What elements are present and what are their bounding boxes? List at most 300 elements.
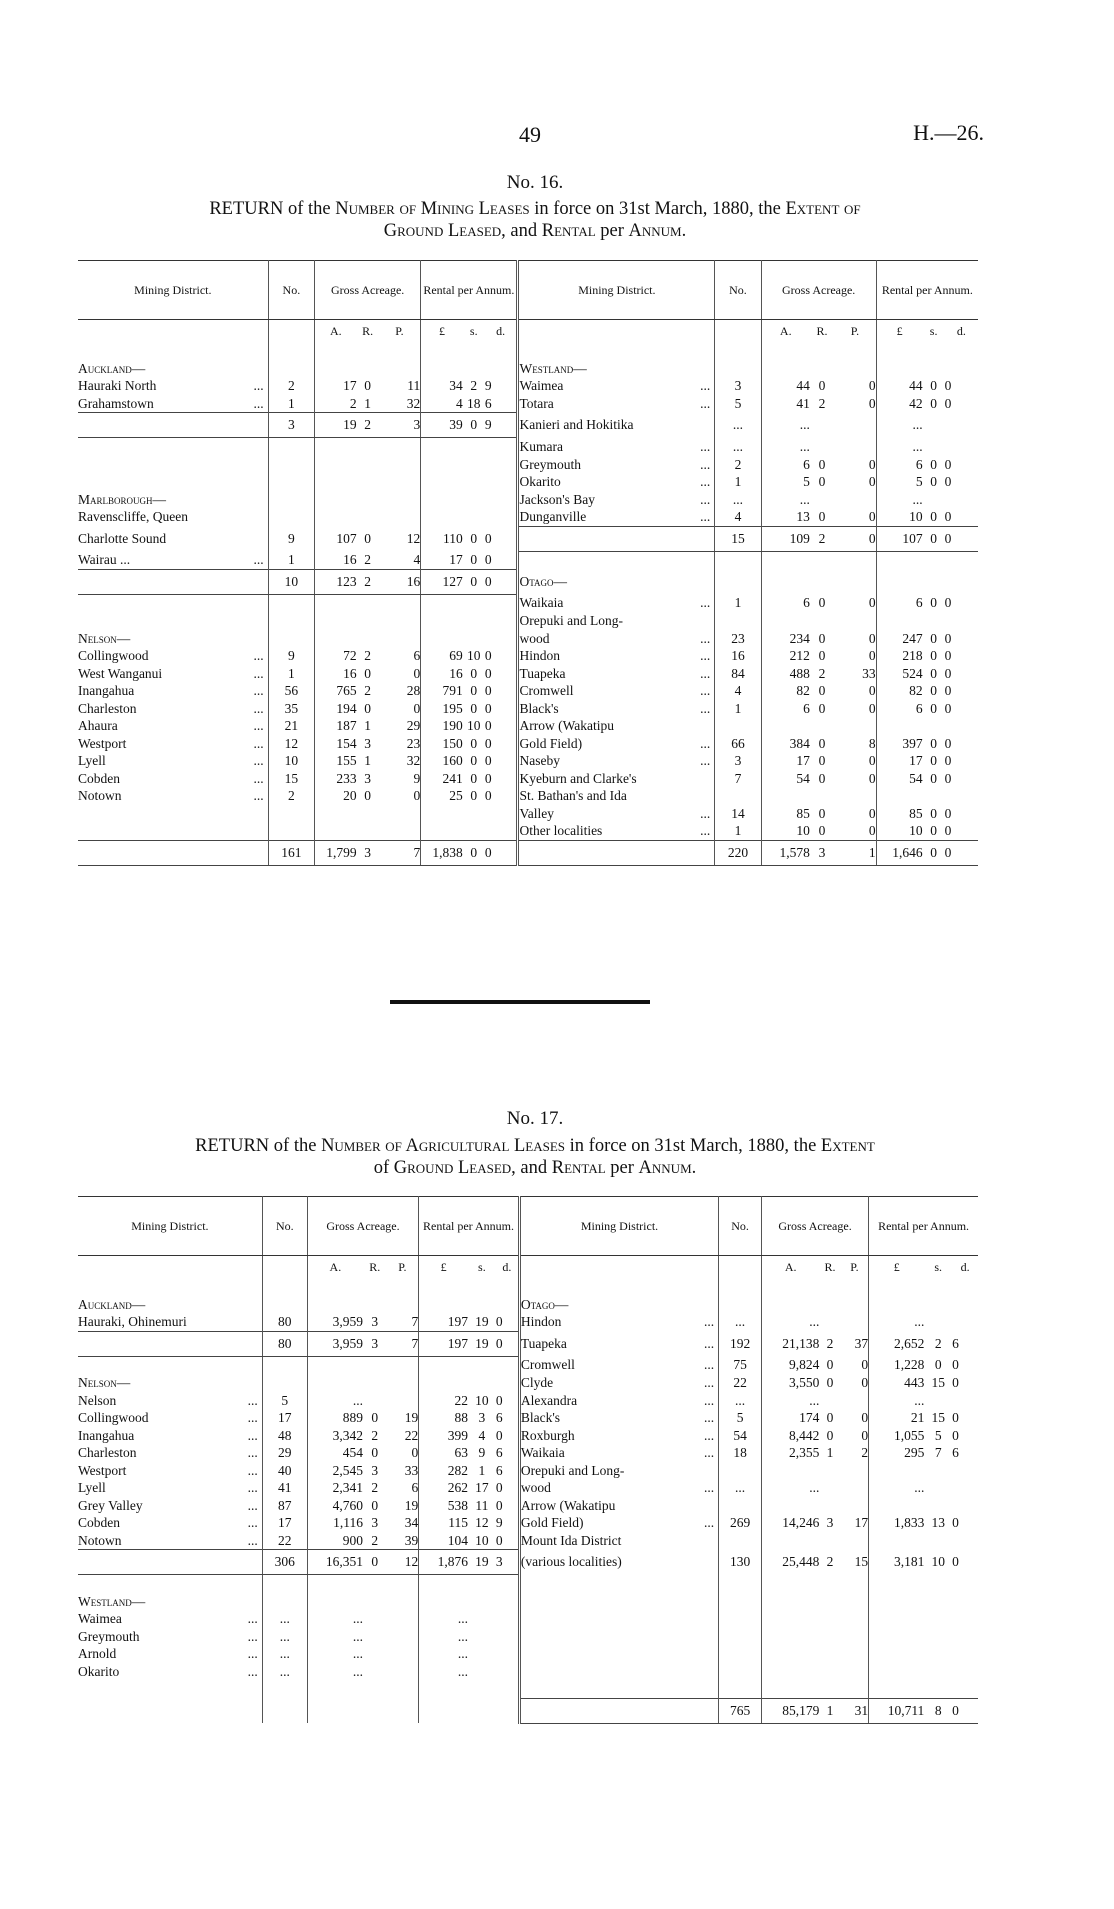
empty-cell [485,612,518,630]
total-shillings-cell: 19 [468,1550,496,1575]
total-acres-cell: 1,578 [761,840,810,865]
locality-label: Grahamstown [78,395,154,411]
shillings-cell: 0 [930,805,937,821]
empty-cell [496,1278,520,1296]
empty-cell [485,508,518,526]
pounds-cell: 2,652 [893,1335,925,1351]
pounds-cell: 10 [909,823,923,838]
pounds-cell: ... [912,438,923,454]
shillings-cell: 7 [934,1445,942,1460]
total-pence-cell: 0 [945,526,978,551]
empty-cell [834,717,876,735]
total-count-cell: 306 [262,1550,307,1575]
empty-cell [379,508,421,526]
unit-label: s. [469,323,478,338]
empty-cell [419,1356,468,1374]
leader-dots: ... [700,509,711,524]
empty-cell [762,1628,820,1646]
empty-cell [468,1278,496,1296]
leader-dots: ... [700,630,711,646]
leader-dots: ... [704,1392,715,1408]
empty-cell [419,1593,468,1611]
empty-cell [357,342,379,360]
locality-name [518,647,715,665]
locality-label: wood [519,630,550,646]
total-roods-cell: 2 [810,526,834,551]
pence-cell: 0 [944,395,952,411]
empty-cell [463,594,485,612]
count-cell: 3 [715,752,761,770]
roods-cell: 0 [818,823,826,838]
acres-cell: ... [352,1392,363,1408]
perches-cell: 0 [834,682,876,700]
shillings-cell: 0 [930,509,937,524]
shillings-cell [468,1610,496,1628]
empty-cell [485,360,518,378]
unit-label: P. [379,320,421,343]
unit-label: £ [896,323,903,338]
header-gross-acreage: Gross Acreage. [307,1197,418,1256]
count-cell: 2 [268,377,314,395]
locality-label: Inangahua [78,1427,135,1443]
locality-label: Notown [78,788,122,803]
count-cell: ... [719,1313,762,1331]
empty-cell [924,1645,952,1663]
table-row [78,735,978,753]
empty-cell [379,630,421,648]
roods-cell: 0 [818,474,826,489]
shillings-cell: 0 [930,683,937,698]
table17-body [78,1256,978,1724]
empty-cell [315,508,357,526]
empty-cell [869,1663,925,1681]
total-row [78,526,978,551]
locality-name [518,665,715,683]
leader-dots: ... [247,1480,258,1495]
locality-name [78,647,268,665]
empty-cell [834,360,876,378]
acres-cell: 187 [336,718,357,733]
pence-cell: 0 [952,1410,959,1425]
pounds-cell: 262 [447,1480,468,1495]
perches-cell [387,1392,419,1410]
leader-dots: ... [247,1628,258,1644]
acres-cell: 233 [336,770,357,786]
empty-cell [810,551,834,569]
acres-cell: 194 [336,700,357,716]
total-count-cell: 3 [268,413,314,438]
locality-label: Waimea [78,1611,122,1626]
roods-cell: 0 [364,378,372,393]
locality-label: Charleston [78,700,137,716]
table-row [78,665,978,683]
locality-label: Collingwood [78,1410,149,1425]
acres-cell: 212 [789,648,810,663]
table-row [78,1462,978,1480]
shillings-cell: 10 [931,1554,945,1569]
pence-cell: 0 [485,647,518,665]
table-row [78,1575,978,1593]
unit-label: s. [478,1259,486,1274]
leader-dots: ... [247,1497,258,1513]
locality-name [78,1392,262,1410]
empty-cell [761,551,810,569]
leader-dots: ... [704,1335,715,1351]
empty-cell [357,438,379,456]
total-pounds-cell: 10,711 [869,1698,925,1723]
empty-cell [924,1593,952,1611]
locality-name [78,682,268,700]
leader-dots: ... [700,735,711,751]
locality-label: Westport [78,735,127,751]
total-shillings-cell: 0 [463,569,485,594]
count-cell: 1 [715,473,761,491]
empty-cell [363,1278,387,1296]
total-pence-cell: 0 [496,1331,520,1356]
pence-cell: 0 [485,665,518,683]
locality-name [518,630,715,648]
locality-label: Arnold [78,1646,117,1661]
locality-name [78,377,268,395]
locality-name: Orepuki and Long- [519,1462,718,1480]
acres-cell: 454 [342,1445,363,1460]
empty-cell [819,1497,840,1515]
count-cell: 1 [715,822,761,840]
total-pounds-cell: 1,646 [876,840,922,865]
locality-name [78,1628,262,1646]
leader-dots: ... [247,1462,258,1478]
empty-cell [315,473,357,491]
empty-cell [719,1645,762,1663]
leader-dots: ... [253,683,264,698]
pounds-cell: 42 [909,395,923,411]
empty-cell [463,508,485,526]
total-roods-cell: 0 [363,1550,387,1575]
roods-cell: 0 [818,456,826,472]
shillings-cell: 19 [475,1314,489,1329]
locality-name [78,700,268,718]
shillings-cell: 0 [930,700,937,716]
perches-cell: 0 [834,473,876,491]
empty-cell [419,1374,468,1392]
table-row [78,682,978,700]
blank-cell [519,1610,718,1628]
blank-cell [78,473,268,491]
empty-cell [357,822,379,840]
header-rental: Rental per Annum. [876,261,978,320]
empty-cell [819,1610,840,1628]
count-cell: 192 [719,1331,762,1356]
table-row [78,1497,978,1515]
acres-cell: ... [809,1392,820,1408]
locality-name [518,413,715,438]
shillings-cell: 9 [478,1445,486,1460]
empty-cell [315,822,357,840]
acres-cell: 14,246 [782,1515,820,1530]
pence-cell: 0 [944,805,952,821]
pounds-cell: 1,833 [893,1515,925,1530]
empty-cell [715,360,761,378]
pence-cell: 0 [496,1479,520,1497]
total-roods-cell: 3 [810,840,834,865]
pence-cell: 0 [496,1392,520,1410]
total-roods-cell: 3 [363,1331,387,1356]
count-cell: 54 [719,1427,762,1445]
total-shillings-cell: 8 [924,1698,952,1723]
empty-cell [945,717,978,735]
district-heading: Auckland— [78,360,268,378]
blank-cell [78,805,268,823]
empty-cell [761,360,810,378]
perches-cell: 33 [834,665,876,683]
locality-name [78,526,268,551]
shillings-cell: 0 [930,823,937,838]
empty-cell [268,438,314,456]
pounds-cell: 25 [449,788,463,803]
unit-label: d. [960,1259,970,1274]
empty-cell [810,717,834,735]
count-cell: 130 [719,1550,762,1575]
empty-cell [810,612,834,630]
acres-cell: 25,448 [782,1554,820,1569]
total-label-cell [78,1331,262,1356]
acres-cell: ... [352,1663,363,1679]
locality-label: Hindon [519,648,560,663]
empty-cell [463,822,485,840]
perches-cell: 8 [834,735,876,753]
empty-cell [869,1497,925,1515]
locality-label: Hauraki, Ohinemuri [78,1314,187,1329]
empty-cell [421,342,463,360]
count-cell: 23 [715,630,761,648]
empty-cell [869,1575,925,1593]
empty-cell [762,1278,820,1296]
pounds-cell: 160 [442,753,463,768]
empty-cell [841,1296,869,1314]
empty-cell [819,1645,840,1663]
count-cell: 269 [719,1514,762,1532]
acres-cell: 488 [789,665,810,681]
shillings-cell: 10 [475,1392,489,1408]
acres-cell: 3,342 [332,1427,363,1443]
count-cell: 22 [262,1532,307,1550]
shillings-cell: 5 [934,1427,942,1443]
pence-cell [945,438,978,456]
roods-cell [819,1479,840,1497]
count-cell: 5 [715,395,761,413]
leader-dots: ... [247,1646,258,1661]
shillings-cell: 0 [930,753,937,768]
pence-cell: 6 [496,1462,520,1480]
pence-cell: 0 [944,509,952,524]
total-label-cell [518,840,715,865]
pence-cell: 0 [944,700,952,716]
empty-cell [357,508,379,526]
empty-cell [952,1532,978,1550]
locality-name [519,1392,718,1410]
roods-cell: 0 [818,648,826,663]
perches-cell: 0 [379,665,421,683]
empty-cell [952,1593,978,1611]
count-cell: 40 [262,1462,307,1480]
empty-cell [715,612,761,630]
empty-cell [869,1593,925,1611]
acres-cell: 20 [343,788,357,803]
pounds-cell: 150 [442,735,463,751]
shillings-cell: 0 [930,665,937,681]
locality-label: Cobden [78,770,120,786]
pounds-cell: ... [912,491,923,507]
pence-cell [496,1645,520,1663]
table-row [78,594,978,612]
empty-cell [387,1278,419,1296]
pounds-cell: 282 [447,1462,468,1478]
empty-cell [485,456,518,474]
pence-cell: 6 [496,1444,520,1462]
count-cell: 17 [262,1409,307,1427]
acres-cell: 3,959 [332,1314,363,1329]
empty-cell [923,551,945,569]
empty-cell [719,1296,762,1314]
leader-dots: ... [253,735,264,751]
table-row [78,717,978,735]
roods-cell: 1 [364,395,372,411]
total-label-cell [519,1698,718,1723]
empty-cell [262,1296,307,1314]
empty-cell [945,551,978,569]
blank-cell [78,1278,262,1296]
total-pence-cell: 0 [485,840,518,865]
empty-cell [485,805,518,823]
locality-name [78,1409,262,1427]
roods-cell: 2 [364,683,372,698]
pounds-cell: 791 [442,683,463,698]
locality-name [78,1427,262,1445]
header-mining-district: Mining District. [518,261,715,320]
locality-label: (various localities) [520,1554,622,1569]
header-no: No. [262,1197,307,1256]
table-row [78,1514,978,1532]
empty-cell [819,1296,840,1314]
pence-cell: 0 [485,700,518,718]
empty-cell [421,491,463,509]
count-cell: 1 [715,594,761,612]
table-row [78,752,978,770]
locality-name [78,665,268,683]
leader-dots: ... [704,1410,715,1425]
empty-cell [945,360,978,378]
locality-label: Alexandra [520,1392,578,1408]
acres-cell: 54 [796,770,810,786]
empty-cell [834,612,876,630]
pence-cell: 0 [952,1375,959,1390]
leader-dots: ... [700,378,711,393]
blank-cell [518,342,715,360]
shillings-cell: 0 [470,735,478,751]
count-cell: 80 [262,1313,307,1331]
pounds-cell: 295 [904,1445,925,1460]
shillings-cell: 12 [475,1515,489,1530]
roods-cell [363,1663,387,1681]
empty-cell [315,491,357,509]
empty-cell [715,342,761,360]
acres-cell: 17 [796,753,810,768]
acres-cell: 107 [336,530,357,546]
shillings-cell: 0 [930,595,937,611]
blank-cell [519,1680,718,1698]
empty-cell [762,1575,820,1593]
locality-name [519,1313,718,1331]
perches-cell: 0 [834,508,876,526]
total-shillings-cell: 19 [468,1331,496,1356]
roods-cell [819,1392,840,1410]
district-heading: Westland— [518,360,715,378]
locality-label: Tuapeka [520,1335,567,1351]
acres-cell: ... [809,1314,820,1330]
locality-name [519,1479,718,1497]
locality-name [78,770,268,788]
table-row [78,1427,978,1445]
roods-cell: 0 [371,1410,379,1425]
shillings-cell: 10 [475,1532,489,1548]
empty-cell [463,473,485,491]
empty-cell [841,1497,869,1515]
empty-cell [834,787,876,805]
empty-cell [762,1663,820,1681]
total-acres-cell: 3,959 [307,1331,363,1356]
unit-label: A. [330,323,342,338]
locality-label: Greymouth [519,456,581,472]
acres-cell: 2,545 [332,1462,363,1478]
empty-cell [810,569,834,594]
total-shillings-cell: 0 [923,526,945,551]
locality-label: Other localities [519,823,603,838]
table-row [78,1645,978,1663]
unit-label: d. [496,1256,520,1279]
perches-cell: 39 [387,1532,419,1550]
empty-cell [463,630,485,648]
count-cell: ... [719,1392,762,1410]
acres-cell: 1,116 [333,1515,363,1530]
shillings-cell: 17 [475,1480,489,1495]
leader-dots: ... [253,718,264,733]
locality-label: Cobden [78,1515,120,1530]
leader-dots: ... [700,805,711,821]
locality-name [518,456,715,474]
pence-cell: 6 [496,1409,520,1427]
pounds-cell: 16 [449,665,463,681]
empty-cell [719,1593,762,1611]
shillings-cell: 11 [475,1497,489,1513]
table-row [78,1296,978,1314]
count-cell: 9 [268,647,314,665]
empty-cell [924,1532,952,1550]
empty-cell [762,1462,820,1480]
perches-cell [834,491,876,509]
perches-cell [387,1645,419,1663]
table-row [78,395,978,413]
empty-cell [419,1278,468,1296]
empty-cell [762,1680,820,1698]
empty-cell [952,1462,978,1480]
roods-cell: 0 [818,378,826,393]
empty-cell [357,612,379,630]
empty-cell [357,594,379,612]
empty-cell [876,612,922,630]
empty-cell [923,717,945,735]
locality-label: wood [520,1480,551,1495]
empty-cell [468,1575,496,1593]
